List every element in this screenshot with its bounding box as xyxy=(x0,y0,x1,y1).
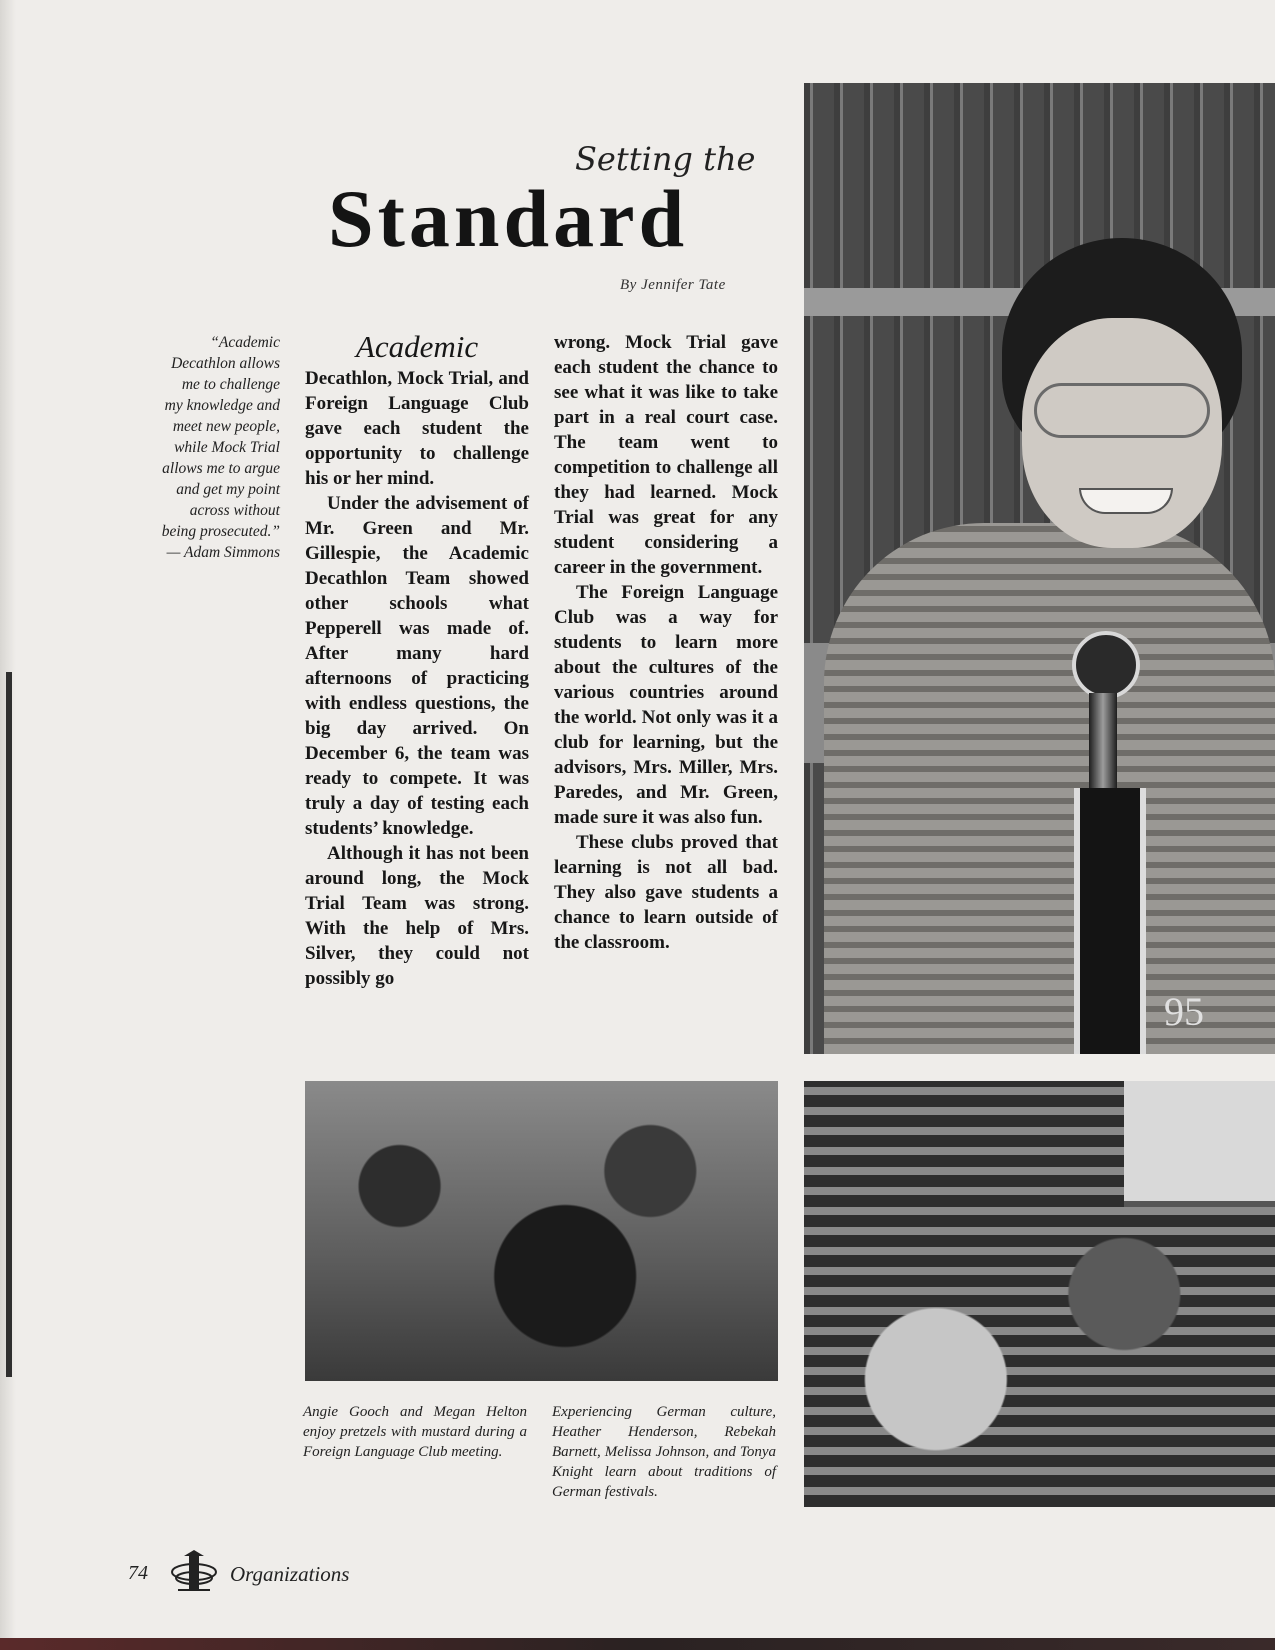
article-paragraph: wrong. Mock Trial gave each student the chance to see what it was like to take part in a real court case. The team went to competition to challenge all they had learned. Mock Trial was great for any student considering a career in the government. xyxy=(554,332,778,578)
page-bottom-edge xyxy=(0,1638,1275,1650)
pull-quote-text: “Academic Decathlon allows me to challenge my knowledge and meet new people, while Mock Trial allows me to argue and get my point across without being prosecuted.” xyxy=(161,334,280,540)
section-logo-icon xyxy=(168,1548,220,1596)
title-script: Setting the xyxy=(575,140,756,178)
trophy-neck xyxy=(1089,693,1117,788)
article-paragraph: Under the advisement of Mr. Green and Mr. Gillespie, the Academic Decathlon Team showed other schools what Pepperell was made of. After many hard afternoons of practicing with endless questions, the big day arrived. On December 6, the team was ready to compete. It was truly a day of testing each students’ knowledge. xyxy=(305,493,529,839)
glasses-shape xyxy=(1034,383,1210,438)
pull-quote-attribution: — Adam Simmons xyxy=(166,544,280,561)
article-paragraph: The Foreign Language Club was a way for students to learn more about the cultures of the various countries around the world. Not only was it a club for learning, but the advisors, Mrs. Miller, Mrs. Paredes, and Mr. Green, made sure it was also fun. xyxy=(554,582,778,828)
smile-shape xyxy=(1079,488,1173,514)
sweater-shape xyxy=(824,523,1275,1054)
article-column-1 xyxy=(305,330,529,991)
article-column-2 xyxy=(554,330,778,955)
article-paragraph: These clubs proved that learning is not all bad. They also gave students a chance to learn outside of the classroom. xyxy=(554,832,778,953)
page-number: 74 xyxy=(128,1562,148,1584)
byline: By Jennifer Tate xyxy=(620,277,726,293)
page-binding-bar xyxy=(6,672,12,1377)
caption-right: Experiencing German culture, Heather Henderson, Rebekah Barnett, Melissa Johnson, and Tonya Knight learn about traditions of German festivals. xyxy=(552,1404,776,1500)
article-paragraph: Decathlon, Mock Trial, and Foreign Language Club gave each student the opportunity to challenge his or her mind. xyxy=(305,368,529,489)
trophy-column xyxy=(1074,788,1146,1054)
photo-german-culture xyxy=(804,1081,1275,1507)
pull-quote xyxy=(160,332,280,563)
trophy-year: 95 xyxy=(1164,989,1204,1034)
section-name: Organizations xyxy=(230,1562,350,1586)
photo-foreign-language-club xyxy=(305,1081,778,1381)
caption-left: Angie Gooch and Megan Helton enjoy pretzels with mustard during a Foreign Language Club meeting. xyxy=(303,1404,527,1460)
article-paragraph: Although it has not been around long, the Mock Trial Team was strong. With the help of Mrs. Silver, they could not possibly go xyxy=(305,843,529,989)
page-title: Standard xyxy=(328,173,689,264)
photo-student-with-trophy xyxy=(804,83,1275,1054)
trophy-emblem xyxy=(1072,631,1140,699)
article-lead-word: Academic xyxy=(355,329,479,364)
classroom-window xyxy=(1124,1081,1275,1207)
